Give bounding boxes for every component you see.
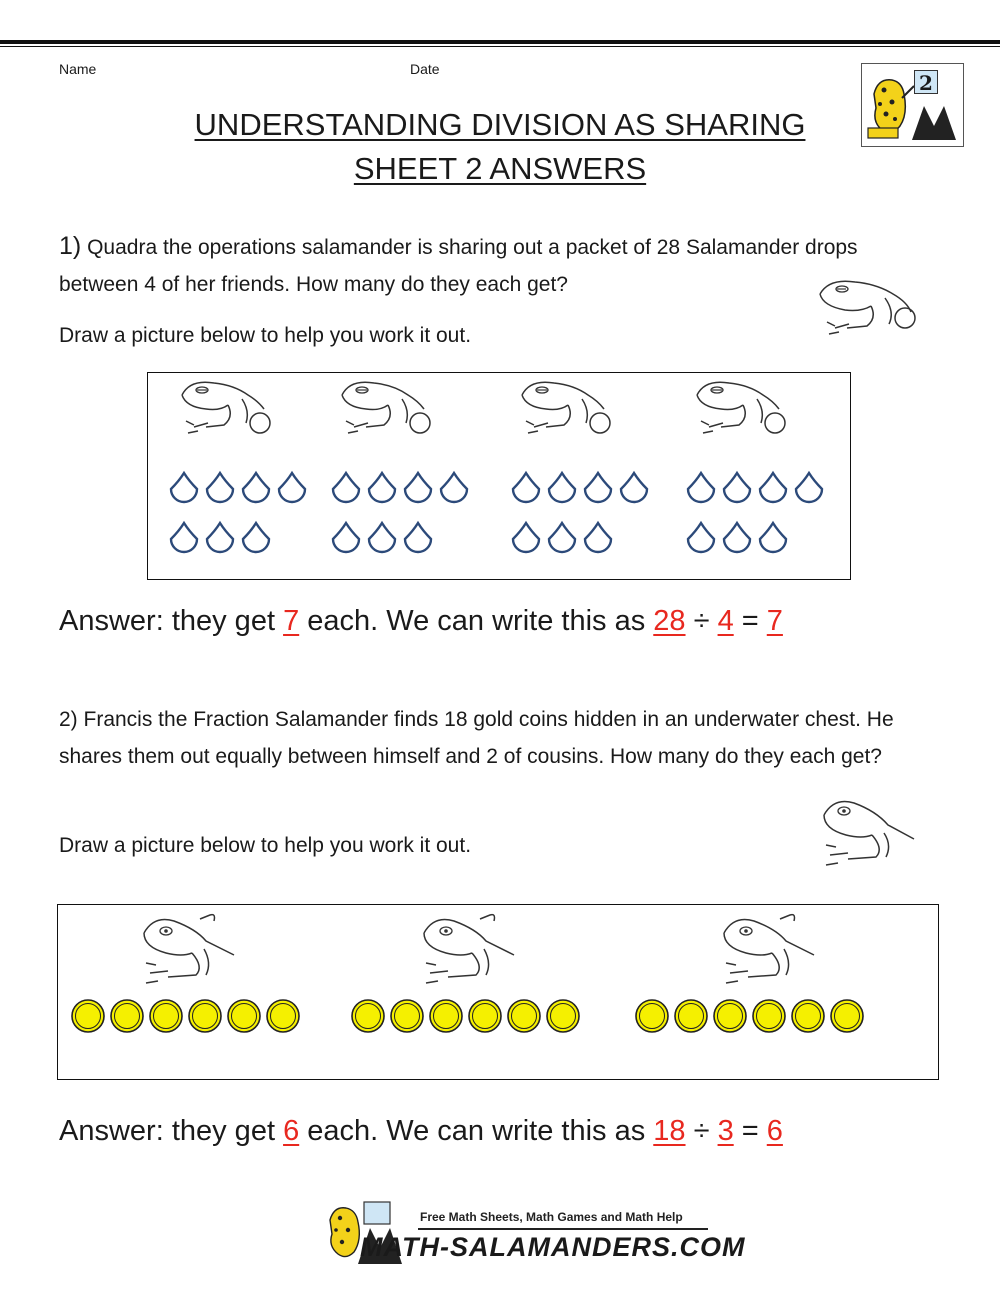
q1-answer-divide-sign: ÷ bbox=[685, 605, 718, 637]
drop-icon bbox=[724, 473, 750, 502]
drop-icon bbox=[171, 523, 197, 552]
drop-icon bbox=[760, 473, 786, 502]
drop-icon bbox=[333, 523, 359, 552]
coin-icon bbox=[228, 1000, 260, 1032]
coin-icon bbox=[469, 1000, 501, 1032]
coin-icon bbox=[111, 1000, 143, 1032]
drop-icon bbox=[243, 473, 269, 502]
name-label: Name bbox=[59, 61, 97, 77]
drop-icon bbox=[549, 523, 575, 552]
q2-hint: Draw a picture below to help you work it out. bbox=[59, 834, 472, 857]
q2-answer bbox=[59, 1115, 783, 1148]
drop-icon bbox=[441, 473, 467, 502]
q1-drawing bbox=[148, 373, 852, 581]
coin-icon bbox=[430, 1000, 462, 1032]
drop-icon bbox=[279, 473, 305, 502]
drop-icon bbox=[513, 523, 539, 552]
q1-answer-prefix: Answer: they get bbox=[59, 605, 284, 637]
q2-text: 2) Francis the Fraction Salamander finds 18 gold coins hidden in an underwater chest. He shares them out equally between himself and 2 of cousins. How many do they each get? bbox=[59, 708, 894, 768]
top-rule-thin bbox=[0, 46, 1000, 47]
drop-icon bbox=[171, 473, 197, 502]
q1-hint: Draw a picture below to help you work it out. bbox=[59, 324, 472, 347]
coin-icon bbox=[72, 1000, 104, 1032]
frog-icon bbox=[522, 382, 610, 433]
q1-drawing-box bbox=[147, 372, 851, 580]
q1-answer-divisor: 4 bbox=[717, 605, 734, 637]
frog-illustration-icon bbox=[815, 272, 920, 342]
coin-icon bbox=[150, 1000, 182, 1032]
drop-icon bbox=[760, 523, 786, 552]
coin-icon bbox=[753, 1000, 785, 1032]
drop-icon bbox=[688, 523, 714, 552]
frog-illustration-icon bbox=[818, 793, 918, 873]
drop-icon bbox=[405, 473, 431, 502]
coin-icon bbox=[508, 1000, 540, 1032]
drop-icon bbox=[369, 473, 395, 502]
drop-icon bbox=[369, 523, 395, 552]
q1-answer-dividend: 28 bbox=[653, 605, 686, 637]
date-label: Date bbox=[410, 61, 440, 77]
q2-answer-each: 6 bbox=[283, 1115, 300, 1147]
drop-icon bbox=[621, 473, 647, 502]
footer-tagline: Free Math Sheets, Math Games and Math Help bbox=[420, 1210, 683, 1224]
drop-icon bbox=[243, 523, 269, 552]
q1-answer-quotient: 7 bbox=[766, 605, 783, 637]
q2-answer-divide-sign: ÷ bbox=[685, 1115, 718, 1147]
q1-text-block bbox=[59, 228, 939, 303]
q1-answer-each: 7 bbox=[283, 605, 300, 637]
coin-icon bbox=[831, 1000, 863, 1032]
drop-icon bbox=[333, 473, 359, 502]
title-line-2: SHEET 2 ANSWERS bbox=[353, 151, 647, 186]
drop-icon bbox=[405, 523, 431, 552]
title-line-1: UNDERSTANDING DIVISION AS SHARING bbox=[194, 107, 806, 142]
coin-icon bbox=[391, 1000, 423, 1032]
drop-icon bbox=[796, 473, 822, 502]
logo-number: 2 bbox=[914, 70, 938, 94]
footer-rule bbox=[418, 1228, 708, 1230]
frog-icon bbox=[182, 382, 270, 433]
q2-answer-prefix: Answer: they get bbox=[59, 1115, 284, 1147]
footer-site-link[interactable]: MATH-SALAMANDERS.COM bbox=[360, 1232, 746, 1262]
q1-text: Quadra the operations salamander is sharing out a packet of 28 Salamander drops between 4 of her friends. How many do they each get? bbox=[59, 236, 858, 296]
coin-icon bbox=[267, 1000, 299, 1032]
top-rule bbox=[0, 40, 1000, 44]
drop-icon bbox=[207, 523, 233, 552]
drop-icon bbox=[585, 473, 611, 502]
drop-icon bbox=[513, 473, 539, 502]
drop-icon bbox=[724, 523, 750, 552]
frog-icon bbox=[424, 915, 514, 983]
q2-answer-middle: each. We can write this as bbox=[299, 1115, 654, 1147]
frog-icon bbox=[697, 382, 785, 433]
drop-icon bbox=[207, 473, 233, 502]
frog-icon bbox=[724, 915, 814, 983]
drop-icon bbox=[688, 473, 714, 502]
coin-icon bbox=[352, 1000, 384, 1032]
q2-drawing bbox=[58, 905, 940, 1081]
q1-answer-equals: = bbox=[733, 605, 767, 637]
coin-icon bbox=[189, 1000, 221, 1032]
frog-icon bbox=[144, 915, 234, 983]
q2-answer-divisor: 3 bbox=[717, 1115, 734, 1147]
q2-answer-quotient: 6 bbox=[766, 1115, 783, 1147]
coin-icon bbox=[792, 1000, 824, 1032]
q1-answer-middle: each. We can write this as bbox=[299, 605, 654, 637]
q2-answer-dividend: 18 bbox=[653, 1115, 686, 1147]
frog-icon bbox=[342, 382, 430, 433]
drop-icon bbox=[549, 473, 575, 502]
coin-icon bbox=[675, 1000, 707, 1032]
coin-icon bbox=[714, 1000, 746, 1032]
q1-answer bbox=[59, 605, 783, 638]
q2-answer-equals: = bbox=[733, 1115, 767, 1147]
drop-icon bbox=[585, 523, 611, 552]
q2-drawing-box bbox=[57, 904, 939, 1080]
coin-icon bbox=[636, 1000, 668, 1032]
q1-number: 1) bbox=[59, 232, 82, 260]
coin-icon bbox=[547, 1000, 579, 1032]
